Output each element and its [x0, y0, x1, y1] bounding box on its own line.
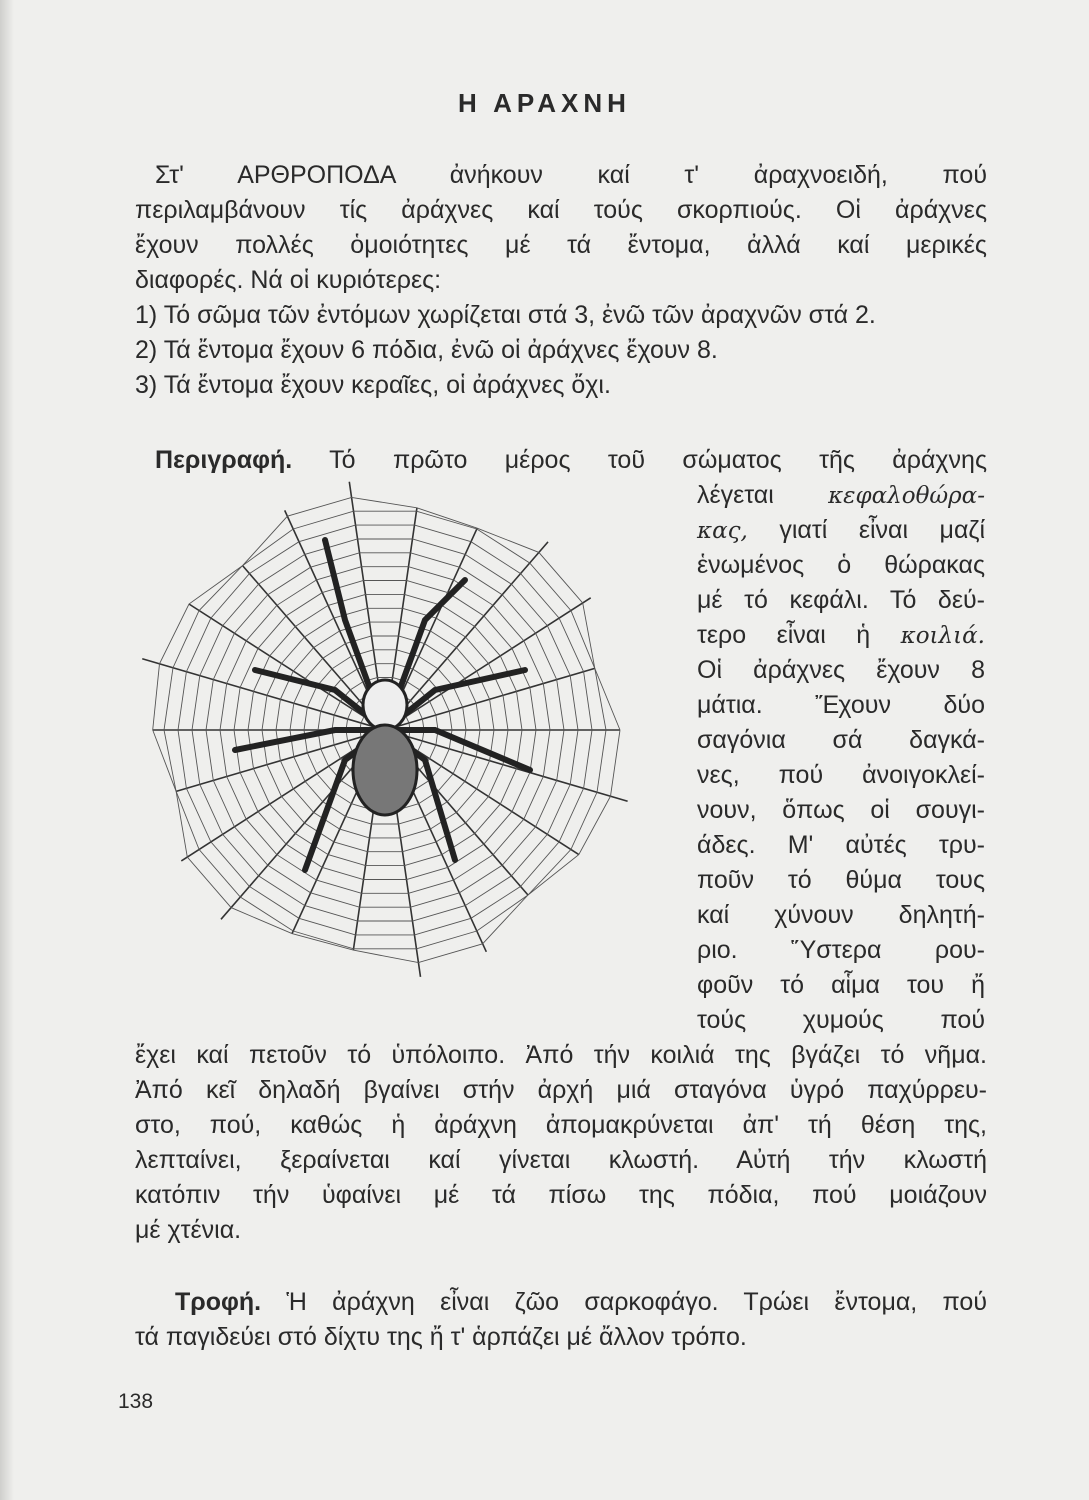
description-column-line [697, 585, 985, 615]
difference-item: 3) Τά ἔντομα ἔχουν κεραῖες, οἱ ἀράχνες ὄχι. [135, 371, 611, 399]
description-column-line [697, 690, 985, 720]
intro-line: ἔχουν πολλές ὁμοιότητες μέ τά ἔντομα, ἀλλά καί μερικές [135, 231, 987, 259]
text-run: φοῦν τό αἷμα του ἤ [697, 971, 985, 999]
intro-line: περιλαμβάνουν τίς ἀράχνες καί τούς σκορπιούς. Οἱ ἀράχνες [135, 196, 987, 224]
description-column-line [697, 760, 985, 790]
description-column-line [697, 655, 985, 685]
text-run: τερο εἶναι ἡ [697, 621, 901, 649]
description-line: μέ χτένια. [135, 1216, 242, 1244]
description-column-line [697, 480, 985, 511]
scan-edge-shadow [0, 0, 14, 1500]
text-run: μέ τό κεφάλι. Τό δεύ- [697, 586, 985, 614]
food-line: τά παγιδεύει στό δίχτυ της ἤ τ' ἁρπάζει μέ ἄλλον τρόπο. [135, 1323, 747, 1351]
description-column-line [697, 970, 985, 1000]
description-line: Ἀπό κεῖ δηλαδή βγαίνει στήν ἀρχή μιά σταγόνα ὑγρό παχύρρευ- [135, 1076, 987, 1104]
food-text: Ἡ ἀράχνη εἶναι ζῶο σαρκοφάγο. Τρώει ἔντομα, πού [261, 1288, 987, 1316]
text-run: άδες. Μ' αὐτές τρυ- [697, 831, 985, 859]
italic-term: κεφαλοθώρα- [828, 483, 985, 509]
description-first-line [155, 445, 987, 475]
text-run: ἑνωμένος ὁ θώρακας [697, 551, 985, 579]
italic-term: κας, [697, 518, 748, 544]
description-line: στο, πού, καθώς ἡ ἀράχνη ἀπομακρύνεται ἀπ' τή θέση της, [135, 1111, 987, 1139]
text-run: νουν, ὅπως οἱ σουγι- [697, 796, 985, 824]
description-column-line [697, 935, 985, 965]
description-column-line [697, 620, 985, 651]
description-column-line [697, 900, 985, 930]
web-radial-thread [385, 542, 548, 730]
description-column-line [697, 515, 985, 546]
spider-abdomen [353, 725, 417, 815]
description-column-line [697, 830, 985, 860]
difference-item: 1) Τό σῶμα τῶν ἐντόμων χωρίζεται στά 3, ἐνῶ τῶν ἀραχνῶν στά 2. [135, 301, 876, 329]
description-column-line [697, 795, 985, 825]
intro-line: Στ' ΑΡΘΡΟΠΟΔΑ ἀνήκουν καί τ' ἀραχνοειδή, πού [155, 161, 987, 189]
text-run: ριο. Ὕστερα ρου- [697, 936, 985, 964]
text-run: Οἱ ἀράχνες ἔχουν 8 [697, 656, 985, 684]
description-line: κατόπιν τήν ὑφαίνει μέ τά πίσω της πόδια, πού μοιάζουν [135, 1181, 987, 1209]
description-heading: Περιγραφή. [155, 446, 293, 474]
text-run: τούς χυμούς πού [697, 1006, 985, 1034]
description-line: λεπταίνει, ξεραίνεται καί γίνεται κλωστή. Αὐτή τήν κλωστή [135, 1146, 987, 1174]
description-column-line [697, 865, 985, 895]
text-run: νες, πού ἀνοιγοκλεί- [697, 761, 985, 789]
text-run: καί χύνουν δηλητή- [697, 901, 985, 929]
food-heading: Τροφή. [175, 1288, 262, 1316]
text-run: λέγεται [697, 481, 829, 509]
intro-line: διαφορές. Νά οἱ κυριότερες: [135, 266, 442, 294]
text-run: σαγόνια σά δαγκά- [697, 726, 985, 754]
description-column-line [697, 1005, 985, 1035]
description-text: Τό πρῶτο μέρος τοῦ σώματος τῆς ἀράχνης [292, 446, 987, 474]
description-line: ἔχει καί πετοῦν τό ὑπόλοιπο. Ἀπό τήν κοιλιά της βγάζει τό νῆμα. [135, 1041, 987, 1069]
italic-term: κοιλιά. [900, 623, 985, 649]
difference-item: 2) Τά ἔντομα ἔχουν 6 πόδια, ἐνῶ οἱ ἀράχνες ἔχουν 8. [135, 336, 718, 364]
description-column-line [697, 725, 985, 755]
spider-web-illustration [120, 480, 650, 1000]
text-run: ποῦν τό θύμα τους [697, 866, 985, 894]
page-title: Η ΑΡΑΧΝΗ [458, 88, 631, 118]
text-run: γιατί εἶναι μαζί [747, 516, 985, 544]
page-number: 138 [118, 1390, 154, 1413]
text-run: μάτια. Ἔχουν δύο [697, 691, 985, 719]
food-first-line [175, 1287, 987, 1317]
spider-cephalothorax [363, 680, 407, 730]
description-column-line [697, 550, 985, 580]
